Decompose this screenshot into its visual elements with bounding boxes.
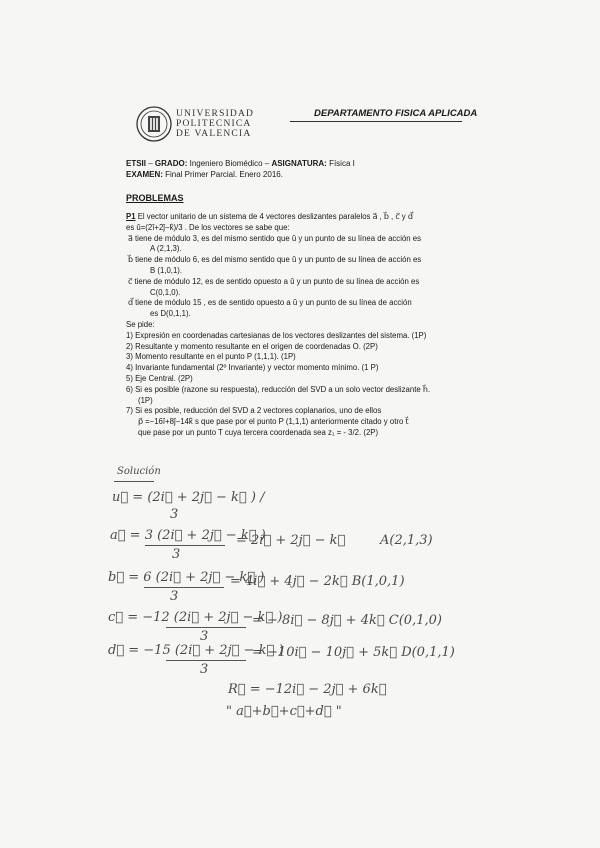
resultant-sum: " a⃗+b⃗+c⃗+d⃗ "	[226, 704, 342, 719]
b-vector-fraction-line	[144, 587, 224, 588]
d-vector-expr: d⃗ = −15 (2i⃗ + 2j⃗ − k⃗ )	[108, 643, 284, 658]
a-point: A(2,1,3)	[380, 533, 433, 548]
vector-item-b: b⃗ tiene de módulo 6, es del mismo sentido que û y un punto de su línea de acción es B (1,0,1).	[128, 255, 422, 275]
question-3: 3) Momento resultante en el punto P (1,1,1). (1P)	[126, 352, 296, 362]
problem-intro: P1 El vector unitario de un sistema de 4 vectores deslizantes paralelos a⃗ , b⃗ , c⃗ y d⃗	[126, 212, 413, 221]
question-7: 7) Si es posible, reducción del SVD a 2 vectores coplanarios, uno de ellos	[126, 406, 382, 416]
section-title: PROBLEMAS	[126, 193, 184, 203]
question-5: 5) Eje Central. (2P)	[126, 373, 193, 383]
question-7-line-2: p⃗ =−16î+8ĵ−14k̂ s que pase por el punto P (1,1,1) anteriormente citado y otro t⃗	[138, 417, 409, 427]
b-vector-denominator: 3	[170, 589, 179, 604]
problem-intro-2: es û=(2î+2ĵ−k̂)/3 . De los vectores se sabe que:	[126, 222, 290, 232]
d-vector-fraction-line	[166, 660, 246, 661]
question-1: 1) Expresión en coordenadas cartesianas de los vectores deslizantes del sistema. (1P)	[126, 330, 427, 340]
d-vector-result: = −10i⃗ − 10j⃗ + 5k⃗ D(0,1,1)	[252, 645, 455, 660]
solution-heading-underline	[114, 481, 154, 482]
a-vector-result: = 2i⃗ + 2j⃗ − k⃗	[236, 533, 346, 548]
vector-item-c: c⃗ tiene de módulo 12, es de sentido opuesto a û y un punto de su línea de acción es C(0,1,0).	[128, 276, 420, 297]
se-pide: Se pide:	[126, 319, 155, 329]
u-vector-numerator: u⃗ = (2i⃗ + 2j⃗ − k⃗ ) /	[112, 490, 265, 505]
header-divider	[290, 121, 462, 122]
c-vector-fraction-line	[166, 627, 246, 628]
a-vector-fraction-line	[145, 545, 225, 546]
meta-line-2: EXAMEN: Final Primer Parcial. Enero 2016.	[126, 170, 283, 179]
b-vector-expr: b⃗ = 6 (2i⃗ + 2j⃗ − k⃗ )	[108, 570, 265, 585]
question-2: 2) Resultante y momento resultante en el origen de coordenadas O. (2P)	[126, 341, 378, 351]
question-6-points: (1P)	[138, 395, 153, 405]
solution-heading: Solución	[117, 466, 161, 477]
department-name: DEPARTAMENTO FISICA APLICADA	[314, 108, 478, 119]
c-vector-result: = − 8i⃗ − 8j⃗ + 4k⃗ C(0,1,0)	[252, 613, 442, 628]
university-name: UNIVERSIDAD POLITECNICA DE VALENCIA	[176, 109, 255, 139]
a-vector-expr: a⃗ = 3 (2i⃗ + 2j⃗ − k⃗ )	[110, 528, 266, 543]
university-seal-icon	[136, 106, 172, 142]
vector-item-a: a⃗ tiene de módulo 3, es del mismo sentido que û y un punto de su línea de acción es A (2,1,3).	[128, 233, 422, 254]
c-vector-expr: c⃗ = −12 (2i⃗ + 2j⃗ − k⃗ )	[108, 610, 283, 625]
exam-meta	[126, 158, 355, 180]
resultant-line: R⃗ = −12i⃗ − 2j⃗ + 6k⃗	[228, 682, 387, 697]
question-4: 4) Invariante fundamental (2º Invariante) y vector momento mínimo. (1 P)	[126, 363, 379, 373]
problem-statement	[126, 212, 466, 439]
question-7-line-3: que pase por un punto T cuya tercera coordenada sea z₁ = - 3/2. (2P)	[138, 427, 379, 437]
b-vector-result: = 4i⃗ + 4j⃗ − 2k⃗ B(1,0,1)	[230, 574, 405, 589]
u-vector-denominator: 3	[170, 507, 179, 522]
meta-line-1: ETSII – GRADO: Ingeniero Biomédico – ASIGNATURA: Física I	[126, 159, 355, 168]
question-6: 6) Si es posible (razone su respuesta), reducción del SVD a un solo vector deslizante h⃗.	[126, 384, 430, 394]
d-vector-denominator: 3	[200, 662, 209, 677]
c-vector-denominator: 3	[200, 629, 209, 644]
a-vector-denominator: 3	[172, 547, 181, 562]
vector-item-d: d⃗ tiene de módulo 15 , es de sentido opuesto a û y un punto de su línea de acción es D(0,1,1).	[128, 298, 412, 319]
